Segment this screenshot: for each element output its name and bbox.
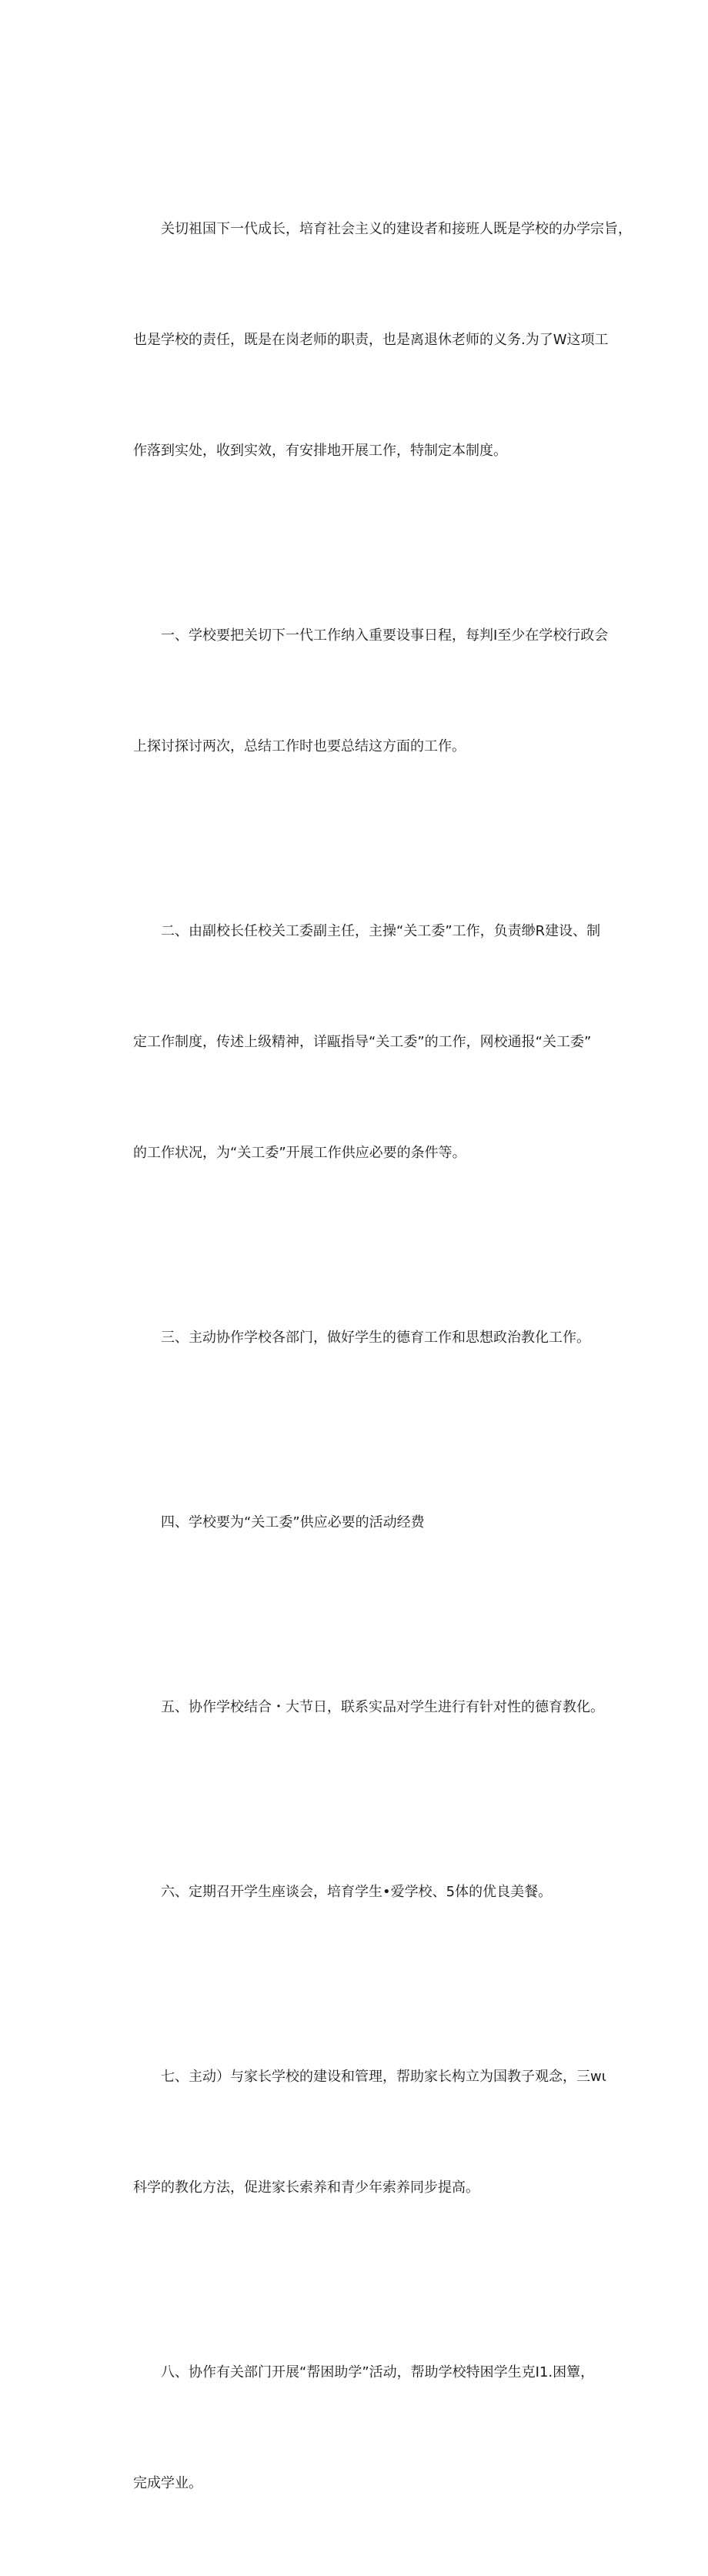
text-line: 完成学业。 (133, 2475, 202, 2491)
text-line: 定工作制度，传述上级精神，详甌指导“关工委”的工作，网校通报“关工委” (133, 1034, 592, 1050)
text-line: 三、主动协作学校各部门，做好学生的德育工作和思想政治教化工作。 (161, 1330, 590, 1346)
text-line: 上探讨探讨两次，总结工作时也要总结这方面的工作。 (133, 738, 466, 754)
paragraph-item-6 (105, 1800, 604, 1985)
paragraph-item-2 (105, 839, 604, 1246)
text-line: 科学的教化方法，促进家长索养和青少年索养同步提高。 (133, 2180, 479, 2196)
text-line: 作落到实处，收到实效，有安排地开展工作，特制定本制度。 (133, 443, 507, 459)
paragraph-item-8 (105, 2280, 604, 2576)
text-line: 七、主动）与家长学校的建设和管理，帮助家长构立为国教子观念，三wι (161, 2069, 606, 2085)
paragraph-item-3 (105, 1246, 604, 1430)
text-line: 关切祖国下一代成长，培育社会主义的建设者和接班人既是学校的办学宗旨， (161, 221, 632, 237)
paragraph-item-7 (105, 1985, 604, 2280)
text-line: 也是学校的责任，既是在岗老师的职责，也是离退休老师的义务.为了W这项工 (133, 332, 609, 348)
text-line: 二、由副校长任校关工委副主任，主操“关工委”工作，负责缈R建设、制 (161, 923, 601, 939)
text-line: 八、协作有关部门开展“帮困助学”活动，帮助学校特困学生克I1.困簟， (161, 2364, 595, 2380)
text-line: 五、协作学校结合・大节日，联系实品对学生进行有针对性的德育教化。 (161, 1699, 604, 1715)
document-body (105, 137, 632, 2576)
paragraph-item-4 (105, 1430, 604, 1615)
paragraph-item-1 (105, 544, 609, 839)
text-line: 一、学校要把关切下一代工作纳入重要设事日程，每判I至少在学校行政会 (161, 627, 609, 644)
paragraph-item-5 (105, 1615, 604, 1800)
paragraph-intro (105, 137, 632, 544)
text-line: 六、定期召开学生座谈会，培育学生•爱学校、5体的优良美餐。 (161, 1884, 553, 1900)
text-line: 四、学校要为“关工委”供应必要的活动经费 (161, 1514, 425, 1531)
text-line: 的工作状况，为“关工委”开展工作供应必要的条件等。 (133, 1145, 466, 1161)
